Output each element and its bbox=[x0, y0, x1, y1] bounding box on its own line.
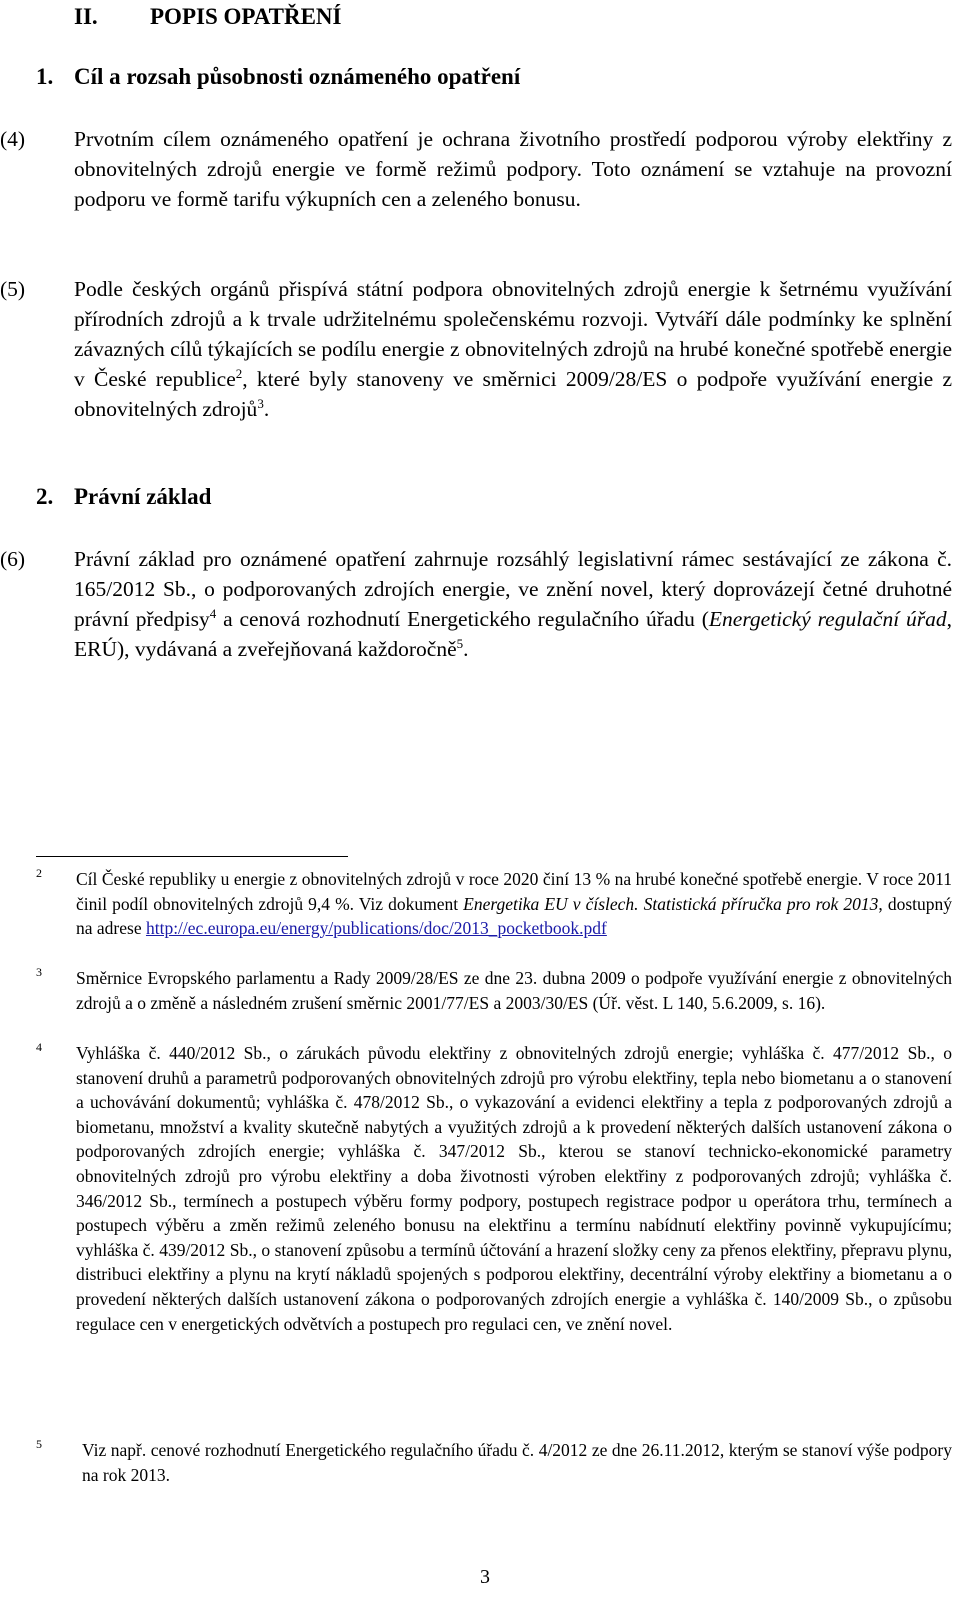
footnote-mark: 4 bbox=[36, 1040, 42, 1054]
footnote-4 bbox=[36, 1041, 952, 1336]
paragraph-text: Prvotním cílem oznámeného opatření je ochrana životního prostředí podporou výroby elektřiny z obnovitelných zdrojů energie ve formě režimů podpory. Toto oznámení se vztahuje na provozní podporu ve formě tarifu výkupních cen a zeleného bonusu. bbox=[74, 127, 952, 211]
paragraph-number: (5) bbox=[0, 277, 26, 301]
footnote-text-part: Cíl České republiky u energie z obnovitelných zdrojů v roce 2020 činí 13 % na hrubé konečné spotřebě energie. V roce 2011 činil podíl obnovitelných zdrojů 9,4 %. Viz dokument bbox=[76, 869, 952, 914]
paragraph-text-part: , ERÚ), vydávaná a zveřejňovaná každoročně bbox=[74, 607, 952, 661]
paragraph-number: (4) bbox=[0, 127, 26, 151]
paragraph-4 bbox=[0, 124, 952, 214]
pocketbook-link[interactable]: http://ec.europa.eu/energy/publications/doc/2013_pocketbook.pdf bbox=[145, 918, 607, 939]
footnote-text bbox=[76, 867, 952, 941]
footnote-text: Viz např. cenové rozhodnutí Energetického regulačního úřadu č. 4/2012 ze dne 26.11.2012, kterým se stanoví výše podpory na rok 2013. bbox=[82, 1440, 952, 1485]
subsection-title: Cíl a rozsah působnosti oznámeného opatření bbox=[74, 64, 521, 89]
footnote-mark: 5 bbox=[36, 1437, 42, 1451]
paragraph-6 bbox=[0, 544, 952, 664]
footnote-text: Směrnice Evropského parlamentu a Rady 2009/28/ES ze dne 23. dubna 2009 o podpoře využívání energie z obnovitelných zdrojů a o změně a následném zrušení směrnic 2001/77/ES a 2003/30/ES (Úř. věst. L 140, 5.6.2009, s. 16). bbox=[76, 968, 952, 1013]
subsection-heading-2 bbox=[36, 484, 211, 510]
footnote-ref-5[interactable]: 5 bbox=[456, 635, 464, 651]
footnote-mark: 2 bbox=[36, 866, 42, 880]
page-number: 3 bbox=[480, 1566, 490, 1588]
paragraph-text-part: a cenová rozhodnutí Energetického regulačního úřadu ( bbox=[216, 607, 709, 631]
paragraph-text-part: , které byly stanoveny ve směrnici 2009/28/ES o podpoře využívání energie z obnovitelných zdrojů bbox=[74, 367, 952, 421]
paragraph-text-part: . bbox=[263, 397, 270, 421]
subsection-number: 1. bbox=[36, 64, 54, 89]
paragraph-text-part: Právní základ pro oznámené opatření zahrnuje rozsáhlý legislativní rámec sestávající ze zákona č. 165/2012 Sb., o podporovaných zdrojích energie, ve znění novel, který doprovázejí četné druhotné právní předpisy bbox=[74, 547, 952, 631]
subsection-heading-1 bbox=[36, 64, 520, 90]
footnote-text-part: , dostupný na adrese bbox=[76, 893, 952, 939]
footnote-ref-3[interactable]: 3 bbox=[257, 395, 264, 411]
footnote-mark: 3 bbox=[36, 965, 42, 979]
section-number: II. bbox=[74, 4, 98, 29]
paragraph-text bbox=[74, 274, 952, 424]
section-heading bbox=[74, 4, 341, 30]
paragraph-text-part: . bbox=[463, 637, 469, 661]
paragraph-text-part: Podle českých orgánů přispívá státní podpora obnovitelných zdrojů energie k šetrnému využívání přírodních zdrojů a k trvale udržitelnému společenskému rozvoji. Vytváří dále podmínky ke splnění závazných cílů týkajících se podílu energie z obnovitelných zdrojů na hrubé konečné spotřebě energie v České republice bbox=[74, 277, 952, 391]
italic-term: Energetický regulační úřad bbox=[708, 607, 947, 631]
footnote-separator bbox=[36, 856, 348, 857]
footnote-5 bbox=[36, 1438, 952, 1487]
footnote-2 bbox=[36, 867, 952, 941]
footnote-ref-2[interactable]: 2 bbox=[235, 365, 243, 381]
footnote-text: Vyhláška č. 440/2012 Sb., o zárukách původu elektřiny z obnovitelných zdrojů energie; vyhláška č. 477/2012 Sb., o stanovení druhů a parametrů podporovaných obnovitelných zdrojů pro výrobu elektřiny, tepla nebo biometanu a o stanovení a uchovávání dokumentů; vyhláška č. 478/2012 Sb., o vykazování a evidenci elektřiny a tepla z podporovaných zdrojů a biometanu, množství a kvality skutečně nabytých a využitých zdrojů a k provedení některých dalších ustanovení zákona o podporovaných zdrojích energie; vyhláška č. 347/2012 Sb., kterou se stanoví technicko-ekonomické parametry obnovitelných zdrojů pro výrobu elektřiny a doba životnosti výroben elektřiny z podporovaných zdrojů; vyhláška č. 346/2012 Sb., termínech a postupech výběru formy podpory, postupech registrace podpor u operátora trhu, termínech a postupech výběru a změn režimů zeleného bonusu na elektřinu a termínu nabídnutí elektřiny povinně vykupujícímu; vyhláška č. 439/2012 Sb., o stanovení způsobu a termínů účtování a hrazení složky ceny za přenos elektřiny, přepravu plynu, distribuci elektřiny a plynu na krytí nákladů spojených s podporou elektřiny, decentrální výroby elektřiny a biometanu a o provedení některých dalších ustanovení zákona o podporovaných zdrojích energie a vyhláška č. 140/2009 Sb., o způsobu regulace cen v energetických odvětvích a postupech pro regulaci cen, ve znění novel. bbox=[76, 1043, 952, 1334]
subsection-title: Právní základ bbox=[74, 484, 212, 509]
paragraph-text bbox=[74, 544, 952, 664]
footnote-ref-4[interactable]: 4 bbox=[209, 605, 217, 621]
paragraph-number: (6) bbox=[0, 547, 26, 571]
paragraph-5 bbox=[0, 274, 952, 424]
subsection-number: 2. bbox=[36, 484, 54, 509]
footnote-3 bbox=[36, 966, 952, 1015]
italic-title: Energetika EU v číslech. Statistická příručka pro rok 2013 bbox=[463, 893, 879, 914]
section-title: POPIS OPATŘENÍ bbox=[150, 4, 342, 29]
